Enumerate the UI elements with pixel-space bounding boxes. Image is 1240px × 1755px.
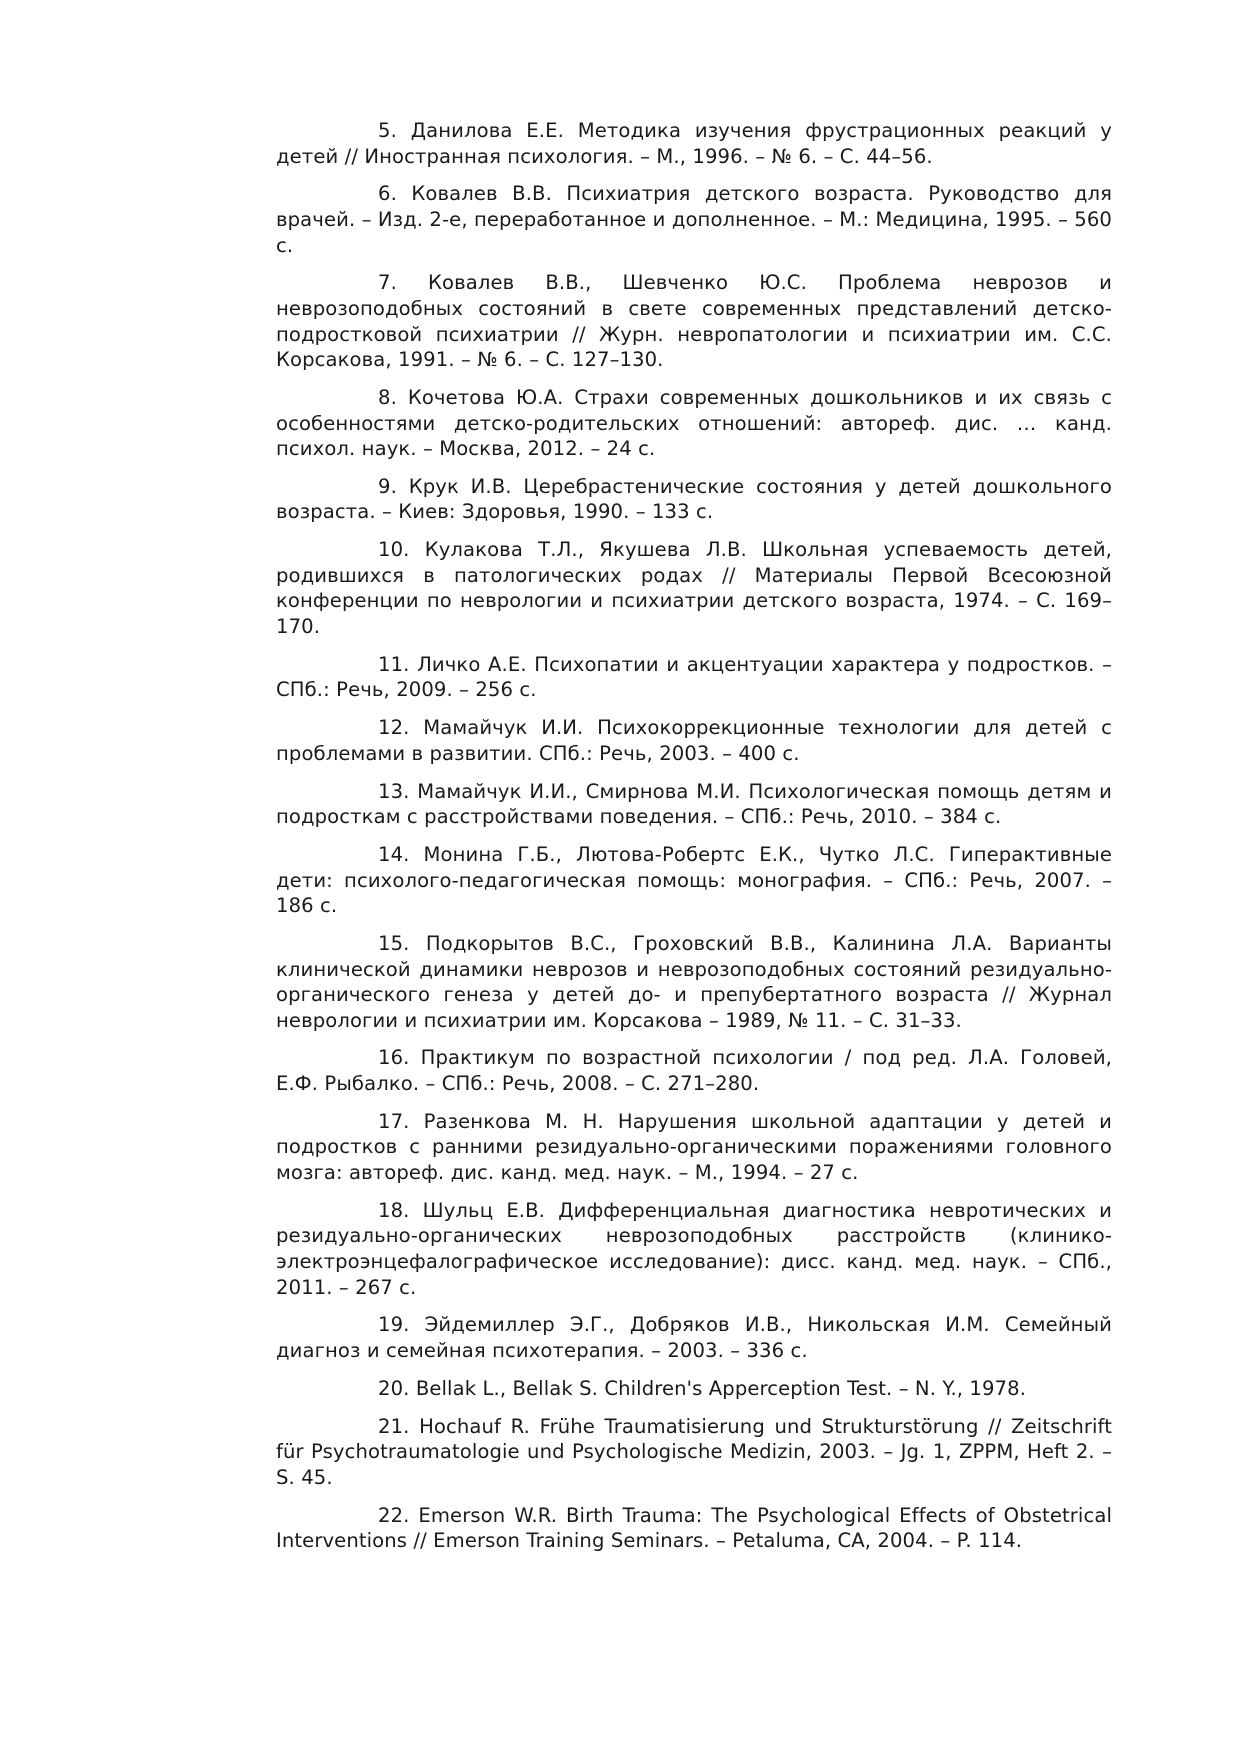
reference-item xyxy=(276,118,1112,169)
reference-number: 22. xyxy=(378,1503,410,1527)
reference-item xyxy=(276,931,1112,1033)
reference-item xyxy=(276,1679,1112,1705)
reference-item xyxy=(276,1641,1112,1667)
reference-number: 16. xyxy=(378,1046,410,1070)
reference-item xyxy=(276,1045,1112,1096)
reference-number: 9. xyxy=(378,474,397,498)
reference-text: Emerson W.R. Birth Trauma: The Psychological Effects of Obstetrical Interventions // Emerson Training Seminars. – Petaluma, CA, 2004. – P. 114. xyxy=(276,1503,1112,1553)
reference-text: Данилова Е.Е. Методика изучения фрустрационных реакций у детей // Иностранная психология. – М., 1996. – № 6. – С. 44–56. xyxy=(276,119,1112,168)
reference-text: Эйдемиллер Э.Г., Добряков И.В., Никольская И.М. Семейный диагноз и семейная психотерапия. – 2003. – 336 с. xyxy=(276,1313,1112,1362)
reference-item xyxy=(276,385,1112,462)
reference-text: Hochauf R. Frühe Traumatisierung und Strukturstörung // Zeitschrift für Psychotraumatologie und Psychologische Medizin, 2003. – Jg. 1, ZPPM, Heft 2. – S. 45. xyxy=(276,1414,1112,1489)
reference-text: Монина Г.Б., Лютова-Робертс Е.К., Чутко Л.С. Гиперактивные дети: психолого-педагогическая помощь: монография. – СПб.: Речь, 2007. – 186 с. xyxy=(276,842,1112,918)
reference-text: Личко А.Е. Психопатии и акцентуации характера у подростков. – СПб.: Речь, 2009. – 256 с. xyxy=(276,652,1112,702)
reference-number: 13. xyxy=(378,779,410,803)
reference-item xyxy=(276,779,1112,830)
reference-text: Ковалев В.В., Шевченко Ю.С. Проблема неврозов и неврозоподобных состояний в свете современных представлений детско-подростковой психиатрии // Журн. невропатологии и психиатрии им. С.С. Корсакова, 1991. – № 6. – С. 127–130. xyxy=(276,271,1112,372)
reference-text: Ковалев В.В. Психиатрия детского возраста. Руководство для врачей. – Изд. 2-е, переработанное и дополненное. – М.: Медицина, 1995. – 560 с. xyxy=(276,182,1112,257)
reference-text: Крук И.В. Церебрастенические состояния у детей дошкольного возраста. – Киев: Здоровья, 1990. – 133 с. xyxy=(276,474,1112,524)
reference-item xyxy=(276,474,1112,525)
reference-item xyxy=(276,1414,1112,1491)
reference-text: Мамайчук И.И., Смирнова М.И. Психологическая помощь детям и подросткам с расстройствами поведения. – СПб.: Речь, 2010. – 384 с. xyxy=(276,779,1112,829)
reference-number: 5. xyxy=(378,119,397,142)
reference-number: 15. xyxy=(378,931,410,955)
reference-number: 20. xyxy=(378,1376,410,1400)
reference-number: 19. xyxy=(378,1313,410,1337)
reference-item xyxy=(276,1312,1112,1363)
reference-text: Разенкова М. Н. Нарушения школьной адаптации у детей и подростков с ранними резидуально-органическими поражениями головного мозга: автореф. дис. канд. мед. наук. – М., 1994. – 27 с. xyxy=(276,1109,1112,1185)
reference-number: 21. xyxy=(378,1414,410,1438)
reference-item xyxy=(276,181,1112,258)
reference-item xyxy=(276,1717,1112,1743)
reference-item xyxy=(276,1604,1112,1630)
reference-number: 11. xyxy=(378,652,410,676)
reference-text: Практикум по возрастной психологии / под ред. Л.А. Головей, Е.Ф. Рыбалко. – СПб.: Речь, 2008. – С. 271–280. xyxy=(276,1046,1112,1096)
reference-item xyxy=(276,1109,1112,1186)
reference-text: Шульц Е.В. Дифференциальная диагностика невротических и резидуально-органических неврозоподобных расстройств (клинико-электроэнцефалографическое исследование): дисс. канд. мед. наук. – СПб., 2011. – 267 с. xyxy=(276,1198,1112,1299)
reference-item xyxy=(276,537,1112,639)
reference-item xyxy=(276,842,1112,919)
reference-number: 8. xyxy=(378,385,397,409)
reference-item xyxy=(276,1566,1112,1592)
reference-number: 6. xyxy=(378,182,397,206)
reference-number: 14. xyxy=(378,842,410,866)
reference-item xyxy=(276,270,1112,372)
reference-text: Мамайчук И.И. Психокоррекционные технологии для детей с проблемами в развитии. СПб.: Речь, 2003. – 400 с. xyxy=(276,716,1112,765)
reference-number: 12. xyxy=(378,716,410,740)
reference-item xyxy=(276,652,1112,703)
reference-text: Кочетова Ю.А. Страхи современных дошкольников и их связь с особенностями детско-родительских отношений: автореф. дис. … канд. психол. наук. – Москва, 2012. – 24 с. xyxy=(276,385,1112,461)
reference-number: 18. xyxy=(378,1198,410,1222)
reference-number: 10. xyxy=(378,538,410,562)
reference-item xyxy=(276,1198,1112,1300)
reference-item xyxy=(276,1376,1112,1402)
reference-item xyxy=(276,715,1112,766)
reference-list xyxy=(276,118,1112,1755)
reference-number: 17. xyxy=(378,1109,410,1133)
reference-item xyxy=(276,1503,1112,1554)
reference-text: Подкорытов В.С., Гроховский В.В., Калинина Л.А. Варианты клинической динамики неврозов и неврозоподобных состояний резидуально-органического генеза у детей до- и препубертатного возраста // Журнал неврологии и психиатрии им. Корсакова – 1989, № 11. – С. 31–33. xyxy=(276,931,1112,1032)
reference-text: Bellak L., Bellak S. Children's Apperception Test. – N. Y., 1978. xyxy=(415,1376,1027,1400)
reference-number: 7. xyxy=(378,271,397,295)
reference-text: Кулакова Т.Л., Якушева Л.В. Школьная успеваемость детей, родившихся в патологических родах // Материалы Первой Всесоюзной конференции по неврологии и психиатрии детского возраста, 1974. – С. 169–170. xyxy=(276,538,1112,639)
